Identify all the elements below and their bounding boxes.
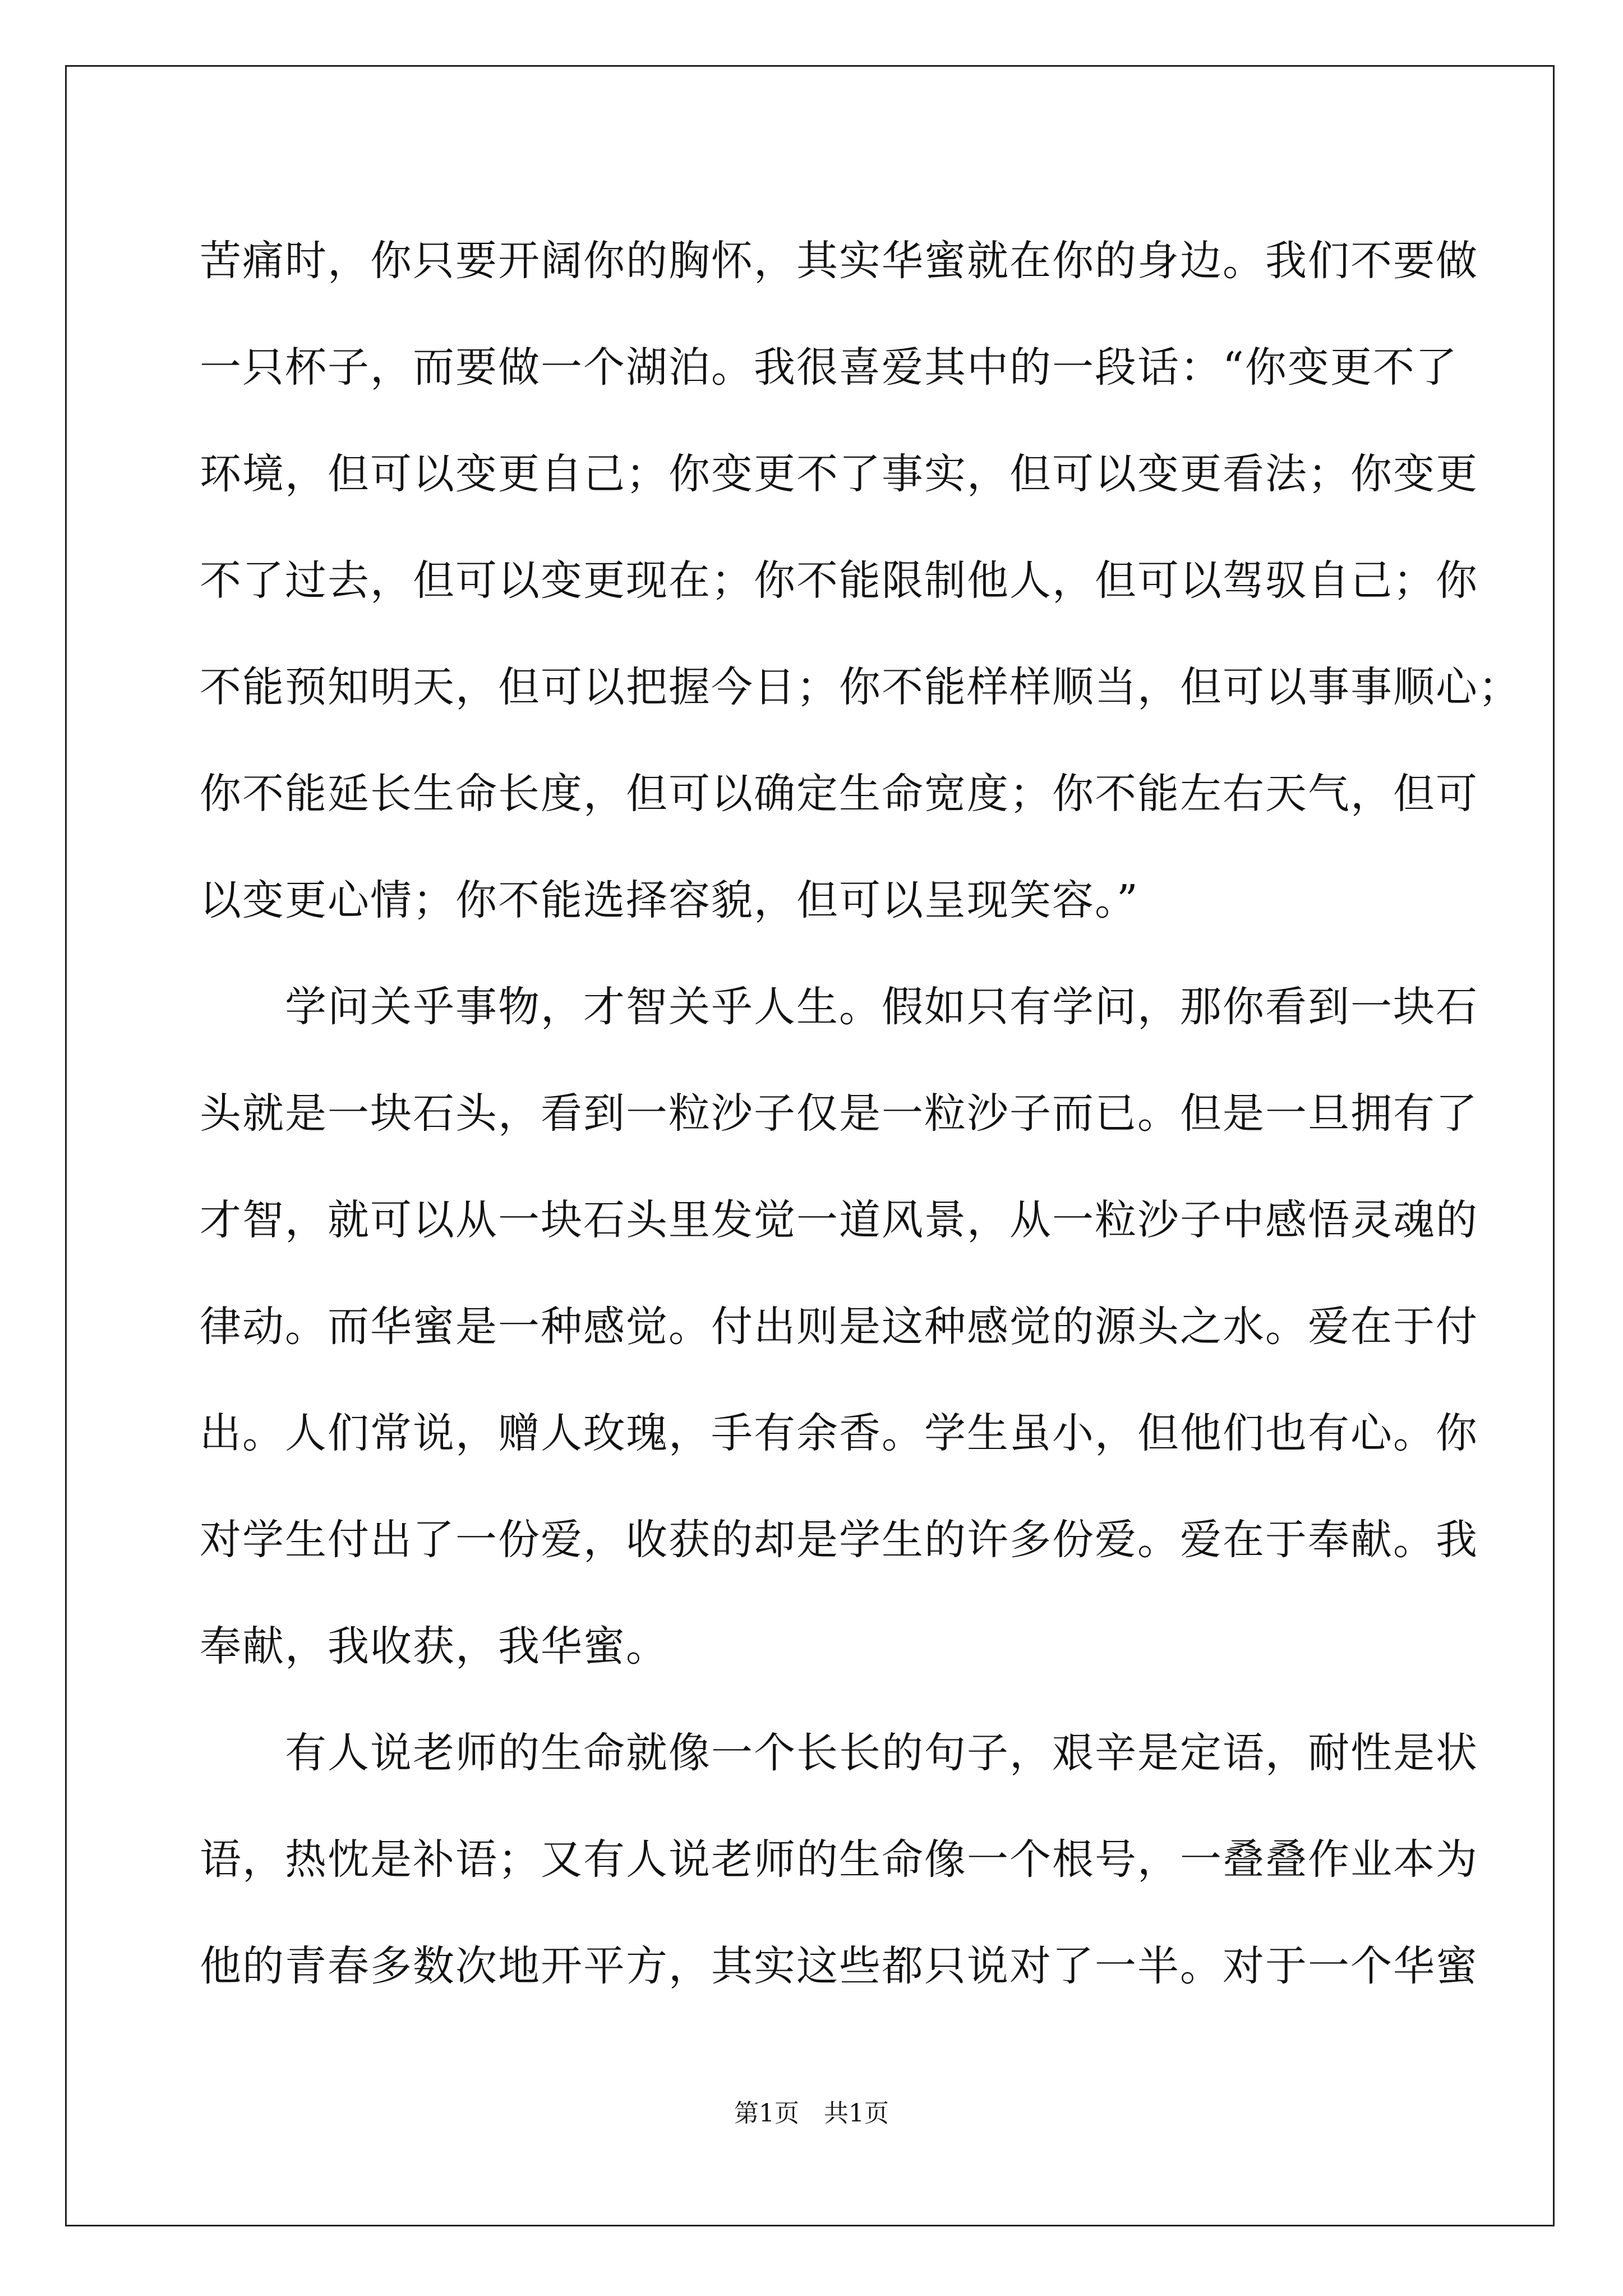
text-line-9: 头就是一块石头，看到一粒沙子仅是一粒沙子而已。但是一旦拥有了 [200,1089,1478,1138]
page-number-footer: 第1页 共1页 [734,2099,889,2128]
text-line-10: 才智，就可以从一块石头里发觉一道风景，从一粒沙子中感悟灵魂的 [200,1196,1478,1244]
text-line-15: 有人说老师的生命就像一个长长的句子，艰辛是定语，耐性是状 [200,1729,1478,1777]
document-body [200,208,1521,2019]
text-line-7: 以变更心情；你不能选择容貌，但可以呈现笑容。” [200,876,1139,924]
text-line-2: 一只杯子，而要做一个湖泊。我很喜爱其中的一段话：“你变更不了 [200,343,1458,392]
text-line-16: 语，热忱是补语；又有人说老师的生命像一个根号，一叠叠作业本为 [200,1835,1478,1884]
text-line-1: 苦痛时，你只要开阔你的胸怀，其实华蜜就在你的身边。我们不要做 [200,237,1478,285]
text-line-4: 不了过去，但可以变更现在；你不能限制他人，但可以驾驭自己；你 [200,556,1478,605]
text-line-13: 对学生付出了一份爱，收获的却是学生的许多份爱。爱在于奉献。我 [200,1516,1478,1564]
text-line-11: 律动。而华蜜是一种感觉。付出则是这种感觉的源头之水。爱在于付 [200,1303,1478,1351]
text-line-5: 不能预知明天，但可以把握今日；你不能样样顺当，但可以事事顺心； [200,663,1521,711]
text-line-6: 你不能延长生命长度，但可以确定生命宽度；你不能左右天气，但可 [200,770,1478,818]
text-line-3: 环境，但可以变更自己；你变更不了事实，但可以变更看法；你变更 [200,450,1478,498]
text-line-14: 奉献，我收获，我华蜜。 [200,1622,668,1671]
text-line-12: 出。人们常说，赠人玫瑰，手有余香。学生虽小，但他们也有心。你 [200,1409,1478,1457]
text-line-17: 他的青春多数次地开平方，其实这些都只说对了一半。对于一个华蜜 [200,1942,1478,1990]
text-line-8: 学问关乎事物，才智关乎人生。假如只有学问，那你看到一块石 [200,983,1478,1031]
